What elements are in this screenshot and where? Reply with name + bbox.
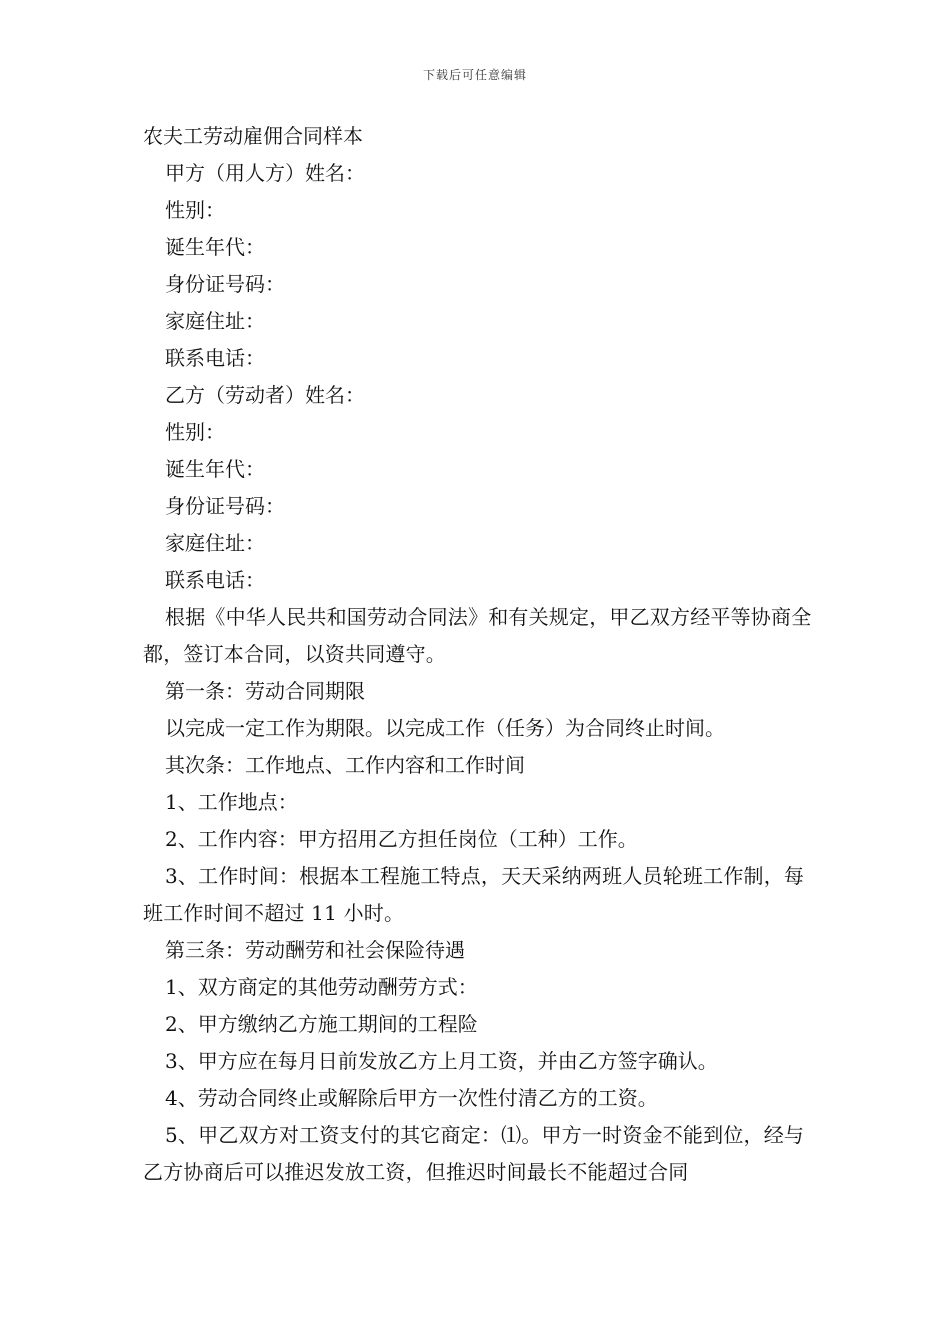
party-b-name-field: 乙方（劳动者）姓名： (165, 383, 365, 407)
section-2-item-3: 3、工作时间：根据本工程施工特点，天天采纳两班人员轮班工作制，每班工作时间不超过 11 小时。 (143, 864, 805, 925)
page-header-note: 下载后可任意编辑 (422, 68, 527, 82)
section-2-title: 其次条：工作地点、工作内容和工作时间 (165, 753, 525, 777)
party-a-phone-field: 联系电话： (165, 346, 265, 370)
party-b-id-field: 身份证号码： (165, 494, 285, 518)
party-b-address-field: 家庭住址： (165, 531, 265, 555)
document-body (143, 118, 813, 1191)
party-a-address-field: 家庭住址： (165, 309, 265, 333)
section-1-title: 第一条：劳动合同期限 (165, 679, 365, 703)
party-b-phone-field: 联系电话： (165, 568, 265, 592)
section-1-text: 以完成一定工作为期限。以完成工作（任务）为合同终止时间。 (165, 716, 725, 740)
intro-paragraph: 根据《中华人民共和国劳动合同法》和有关规定，甲乙双方经平等协商全都，签订本合同，以资共同遵守。 (143, 605, 812, 666)
section-3-item-2: 2、甲方缴纳乙方施工期间的工程险 (165, 1012, 478, 1036)
section-3-item-5: 5、甲乙双方对工资支付的其它商定：⑴。甲方一时资金不能到位，经与乙方协商后可以推迟发放工资，但推迟时间最长不能超过合同 (143, 1123, 805, 1184)
section-2-item-1: 1、工作地点： (165, 790, 298, 814)
party-a-id-field: 身份证号码： (165, 272, 285, 296)
party-a-gender-field: 性别： (165, 198, 225, 222)
party-b-birth-field: 诞生年代： (165, 457, 265, 481)
document-title: 农夫工劳动雇佣合同样本 (143, 124, 363, 148)
section-3-item-4: 4、劳动合同终止或解除后甲方一次性付清乙方的工资。 (165, 1086, 658, 1110)
section-3-title: 第三条：劳动酬劳和社会保险待遇 (165, 938, 465, 962)
section-3-item-3: 3、甲方应在每月日前发放乙方上月工资，并由乙方签字确认。 (165, 1049, 718, 1073)
section-3-item-1: 1、双方商定的其他劳动酬劳方式： (165, 975, 478, 999)
party-a-birth-field: 诞生年代： (165, 235, 265, 259)
section-2-item-2: 2、工作内容：甲方招用乙方担任岗位（工种）工作。 (165, 827, 638, 851)
party-b-gender-field: 性别： (165, 420, 225, 444)
party-a-name-field: 甲方（用人方）姓名： (165, 161, 365, 185)
